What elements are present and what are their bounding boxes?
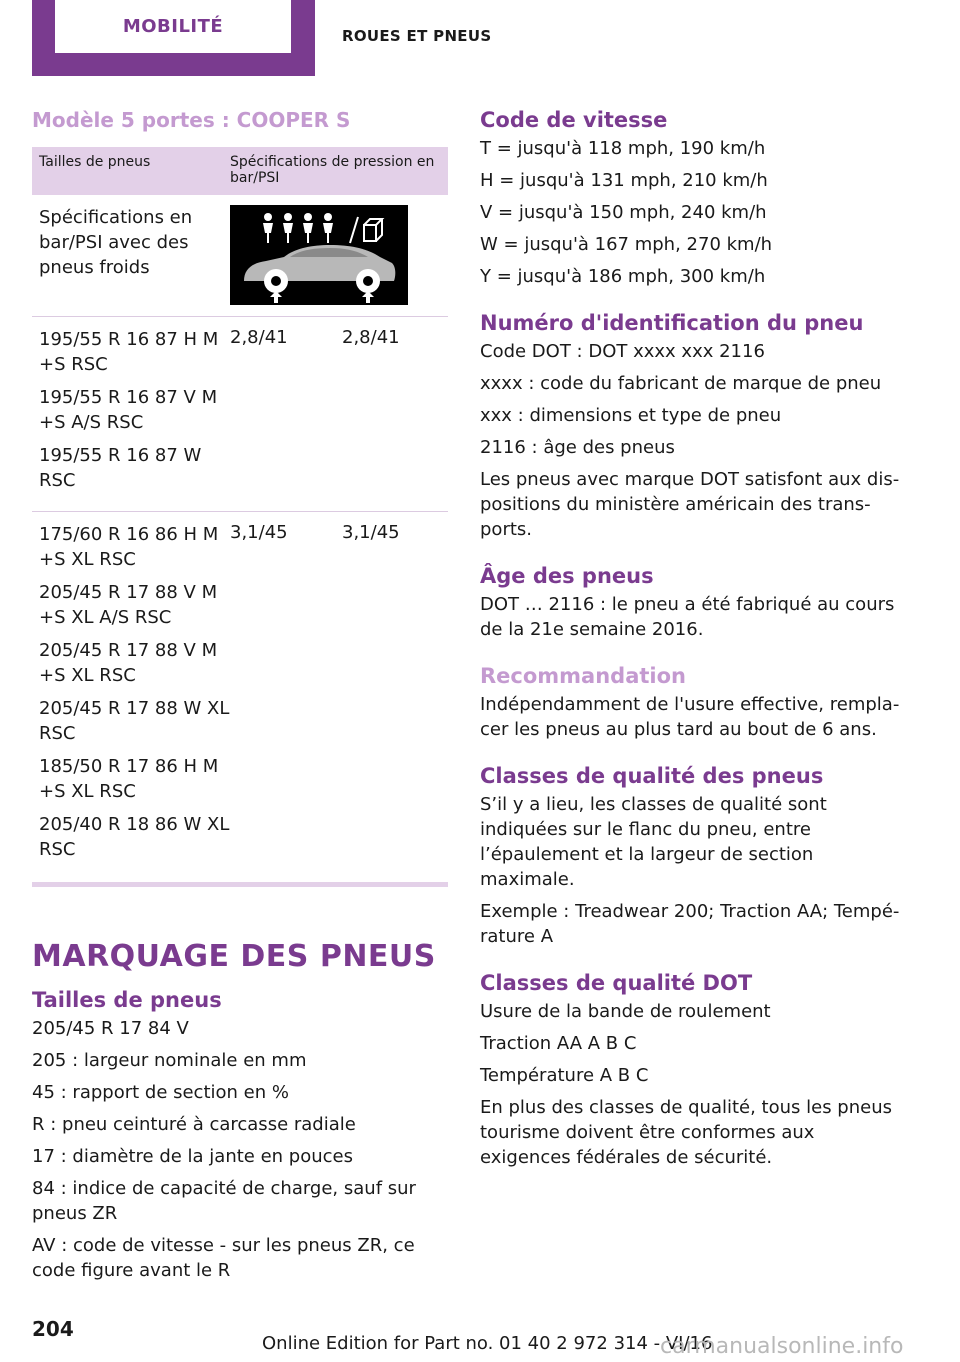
paragraph: Traction AA A B C xyxy=(480,1033,637,1054)
tire-size: 175/60 R 16 86 H M +S XL RSC xyxy=(39,524,219,570)
paragraph: 84 : indice de capacité de charge, sauf sur pneus ZR xyxy=(32,1178,416,1224)
subheading-dot-grades: Classes de qualité DOT xyxy=(480,971,753,995)
tire-size: 205/45 R 17 88 W XL RSC xyxy=(39,698,230,744)
right-column xyxy=(480,108,910,1177)
header-tire-sizes: Tailles de pneus xyxy=(39,154,151,170)
front-pressure: 2,8/41 xyxy=(230,327,288,348)
front-pressure: 3,1/45 xyxy=(230,522,288,543)
table-spec-row xyxy=(32,195,448,317)
paragraph: Indépendamment de l'usure effective, rempla‐ cer les pneus au plus tard au bout de 6 ans. xyxy=(480,694,900,740)
chapter-title: ROUES ET PNEUS xyxy=(342,27,492,45)
subheading-quality-grades: Classes de qualité des pneus xyxy=(480,764,824,788)
subheading-tire-age: Âge des pneus xyxy=(480,564,654,588)
pressure-table xyxy=(32,147,448,887)
table-row xyxy=(32,317,448,512)
tire-size: 205/45 R 17 88 V M +S XL RSC xyxy=(39,640,218,686)
subheading-tire-sizes: Tailles de pneus xyxy=(32,988,222,1012)
tire-size: 205/40 R 18 86 W XL RSC xyxy=(39,814,230,860)
subheading-recommendation: Recommandation xyxy=(480,664,686,688)
section-heading-tire-marking: MARQUAGE DES PNEUS xyxy=(32,939,436,974)
vehicle-load-icon xyxy=(230,205,408,305)
paragraph: 205 : largeur nominale en mm xyxy=(32,1050,307,1071)
paragraph: H = jusqu'à 131 mph, 210 km/h xyxy=(480,170,768,191)
subheading-tire-id: Numéro d'identification du pneu xyxy=(480,311,864,335)
tire-sizes-cell xyxy=(32,317,230,501)
subheading-speed-code: Code de vitesse xyxy=(480,108,668,132)
model-title: Modèle 5 portes : COOPER S xyxy=(32,108,351,132)
tire-size: 205/45 R 17 88 V M +S XL A/S RSC xyxy=(39,582,218,628)
paragraph: R : pneu ceinturé à carcasse radiale xyxy=(32,1114,356,1135)
rear-pressure: 3,1/45 xyxy=(342,522,400,543)
rear-pressure: 2,8/41 xyxy=(342,327,400,348)
spec-row-label: Spécifications en bar/PSI avec des pneus froids xyxy=(39,207,193,278)
left-column xyxy=(32,108,448,1290)
paragraph: 205/45 R 17 84 V xyxy=(32,1018,189,1039)
paragraph: V = jusqu'à 150 mph, 240 km/h xyxy=(480,202,767,223)
paragraph: Les pneus avec marque DOT satisfont aux dis‐ positions du ministère américain des trans‐ ports. xyxy=(480,469,900,540)
paragraph: Code DOT : DOT xxxx xxx 2116 xyxy=(480,341,765,362)
tire-sizes-cell xyxy=(32,512,230,870)
edition-footer: Online Edition for Part no. 01 40 2 972 314 - VI/16 xyxy=(262,1333,713,1354)
tire-size: 195/55 R 16 87 V M +S A/S RSC xyxy=(39,387,218,433)
watermark: carmanualsonline.info xyxy=(660,1334,904,1359)
paragraph: 17 : diamètre de la jante en pouces xyxy=(32,1146,354,1167)
table-bottom-rule xyxy=(32,882,448,887)
paragraph: DOT … 2116 : le pneu a été fabriqué au cours de la 21e semaine 2016. xyxy=(480,594,895,640)
tire-size: 195/55 R 16 87 W RSC xyxy=(39,445,202,491)
paragraph: 2116 : âge des pneus xyxy=(480,437,675,458)
page-number: 204 xyxy=(32,1317,74,1341)
paragraph: xxx : dimensions et type de pneu xyxy=(480,405,782,426)
paragraph: Usure de la bande de roulement xyxy=(480,1001,771,1022)
table-row xyxy=(32,512,448,880)
header-pressure-spec: Spécifications de pression en bar/PSI xyxy=(230,154,435,186)
paragraph: AV : code de vitesse - sur les pneus ZR, ce code figure avant le R xyxy=(32,1235,415,1281)
section-tab[interactable]: MOBILITÉ xyxy=(55,0,291,53)
paragraph: T = jusqu'à 118 mph, 190 km/h xyxy=(480,138,766,159)
paragraph: S’il y a lieu, les classes de qualité sont indiquées sur le flanc du pneu, entre l’épaulement et la largeur de section maximale. xyxy=(480,794,827,890)
tire-size: 185/50 R 17 86 H M +S XL RSC xyxy=(39,756,219,802)
table-header xyxy=(32,147,448,195)
paragraph: Température A B C xyxy=(480,1065,649,1086)
paragraph: W = jusqu'à 167 mph, 270 km/h xyxy=(480,234,773,255)
paragraph: xxxx : code du fabricant de marque de pneu xyxy=(480,373,882,394)
tire-size: 195/55 R 16 87 H M +S RSC xyxy=(39,329,219,375)
paragraph: En plus des classes de qualité, tous les pneus tourisme doivent être conformes aux exigences fédérales de sécurité. xyxy=(480,1097,893,1168)
paragraph: Exemple : Treadwear 200; Traction AA; Tempé‐ rature A xyxy=(480,901,900,947)
paragraph: 45 : rapport de section en % xyxy=(32,1082,289,1103)
paragraph: Y = jusqu'à 186 mph, 300 km/h xyxy=(480,266,766,287)
